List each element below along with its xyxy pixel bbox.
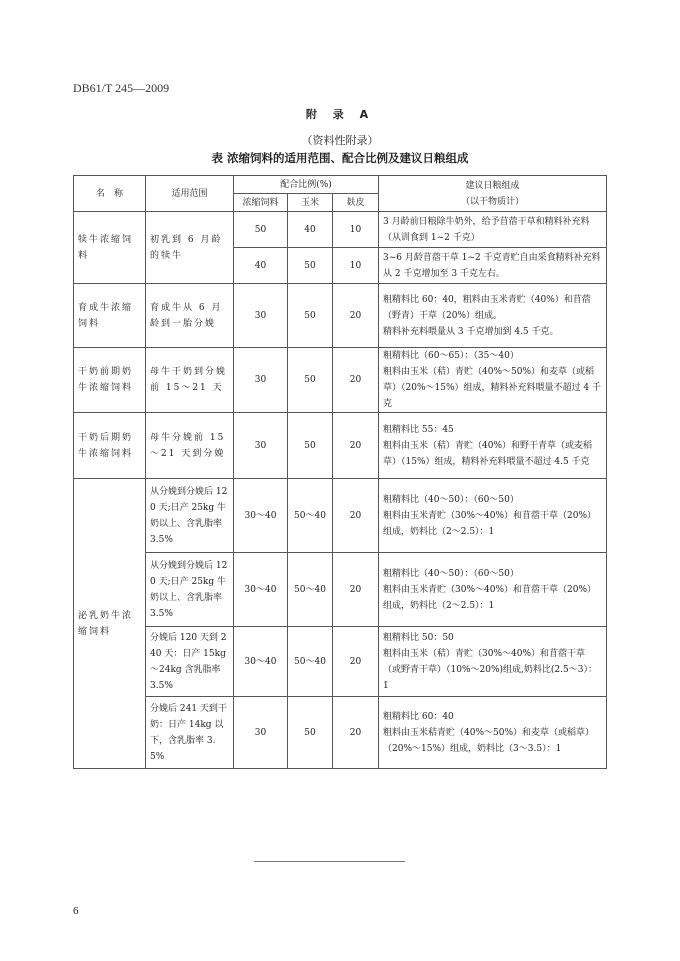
header-ratio: 配合比例(%) [234,176,379,194]
corn-value: 50～40 [288,627,333,697]
concentrate-value: 30～40 [234,627,288,697]
corn-value: 50 [288,413,333,479]
ration-line: 粗料由玉米（秸）青贮（30%～40%）和苜蓿干草（或野青干草）（10%～20%)组成,奶料比(2.5～3）：1 [383,648,597,691]
group-scope: 母牛分娩前 15～21 天到分娩 [146,413,234,479]
table-row [74,697,607,769]
header-name: 名 称 [74,176,146,212]
table-row [74,627,607,697]
group-scope: 分娩后 241 天到干奶：日产 14kg 以下，含乳脂率 3.5% [146,697,234,769]
ration-text [379,553,607,627]
concentrate-value: 30 [234,697,288,769]
concentrate-value: 30 [234,413,288,479]
concentrate-value: 30 [234,284,288,348]
ration-line: 精料补充料喂量从 3 千克增加到 4.5 千克。 [383,326,559,337]
corn-value: 50 [288,284,333,348]
bran-value: 20 [333,348,379,413]
corn-value: 50 [288,348,333,413]
ration-text: 3~6 月龄苜蓿干草 1~2 千克青贮自由采食精料补充料从 2 千克增加至 3 千克左右。 [379,248,607,284]
group-name: 干奶前期奶牛浓缩饲料 [74,348,146,413]
concentrate-value: 30～40 [234,553,288,627]
group-name: 泌乳奶牛浓缩饲料 [74,479,146,769]
table-row [74,553,607,627]
header-bran: 麸皮 [333,194,379,212]
group-name: 犊牛浓缩饲料 [74,212,146,284]
appendix-note: （资料性附录） [301,134,379,147]
corn-value: 40 [288,212,333,248]
group-scope: 从分娩到分娩后 120 天;日产 25kg 牛奶以上、含乳脂率 3.5% [146,479,234,553]
ration-line: 粗料由玉米（秸）青贮（40%～50%）和麦草（或稻草）（20%～15%）组成，精料补充料喂量不超过 4 千克 [383,367,601,409]
group-name: 干奶后期奶牛浓缩饲料 [74,413,146,479]
bran-value: 20 [333,413,379,479]
concentrate-value: 30 [234,348,288,413]
concentrate-value: 40 [234,248,288,284]
bran-value: 20 [333,284,379,348]
group-scope: 初乳到 6 月龄的犊牛 [146,212,234,284]
table-row [74,284,607,348]
corn-value: 50 [288,697,333,769]
bran-value: 10 [333,212,379,248]
concentrate-value: 50 [234,212,288,248]
ration-text [379,348,607,413]
bran-value: 10 [333,248,379,284]
group-name: 育成牛浓缩饲料 [74,284,146,348]
corn-value: 50 [288,248,333,284]
table-row [74,413,607,479]
appendix-title: 附 录 A [305,108,375,121]
ration-line: 粗料由玉米青贮（30%～40%）和苜蓿干草（20%）组成，奶料比（2～2.5）：1 [383,584,597,611]
page-number: 6 [73,905,79,917]
ration-text [379,284,607,348]
ration-line: 粗精料比（60～65）：（35～40） [383,351,519,361]
ration-text [379,627,607,697]
document-id: DB61/T 245—2009 [73,81,170,95]
table-row [74,479,607,553]
header-corn: 玉米 [288,194,333,212]
group-scope: 分娩后 120 天到 240 天：日产 15kg～24kg 含乳脂率 3.5% [146,627,234,697]
group-scope: 从分娩到分娩后 120 天;日产 25kg 牛奶以上、含乳脂率 3.5% [146,553,234,627]
end-rule [254,861,405,862]
table-title: 表 浓缩饲料的适用范围、配合比例及建议日粮组成 [211,151,469,165]
bran-value: 20 [333,553,379,627]
ration-line: 粗精料比 55：45 [383,424,454,435]
header-ration-line1: 建议日粮组成 [465,180,520,191]
ration-line: 粗精料比（40～50）：（60～50） [383,568,519,579]
ration-line: 粗料由玉米秸青贮（40%～50%）和麦草（或稻草）（20%～15%）组成，奶料比（3～3.5）：1 [383,727,595,754]
corn-value: 50～40 [288,479,333,553]
ration-text: 3 月龄前日粮除牛奶外，给予苜蓿干草和精料补充料（从训食到 1~2 千克） [379,212,607,248]
ration-text [379,697,607,769]
ration-line: 粗料由玉米（秸）青贮（40%）和野干青草（或麦稻草）（15%）组成，精料补充料喂量不超过 4.5 千克 [383,440,593,467]
ration-line: 粗精料比 60：40，粗料由玉米青贮（40%）和苜蓿（野青）干草（20%）组成。 [383,294,591,321]
corn-value: 50～40 [288,553,333,627]
ration-line: 粗精料比 50：50 [383,632,454,643]
header-concentrate: 浓缩饲料 [234,194,288,212]
bran-value: 20 [333,627,379,697]
ration-line: 粗精料比（40～50）：（60～50） [383,494,519,505]
table-row [74,212,607,248]
header-ration [379,176,607,212]
group-scope: 育成牛从 6 月龄到一胎分娩 [146,284,234,348]
ration-text [379,413,607,479]
ration-line: 粗精料比 60：40 [383,711,454,722]
concentrate-value: 30～40 [234,479,288,553]
bran-value: 20 [333,479,379,553]
ration-line: 粗料由玉米青贮（30%～40%）和苜蓿干草（20%）组成，奶料比（2～2.5）：1 [383,510,597,537]
header-ration-line2: （以干物质计） [461,196,525,207]
group-scope: 母牛干奶到分娩前 15～21 天 [146,348,234,413]
table-row [74,348,607,413]
bran-value: 20 [333,697,379,769]
feed-table [73,175,607,769]
header-row-1 [74,176,607,194]
header-scope: 适用范围 [146,176,234,212]
ration-text [379,479,607,553]
